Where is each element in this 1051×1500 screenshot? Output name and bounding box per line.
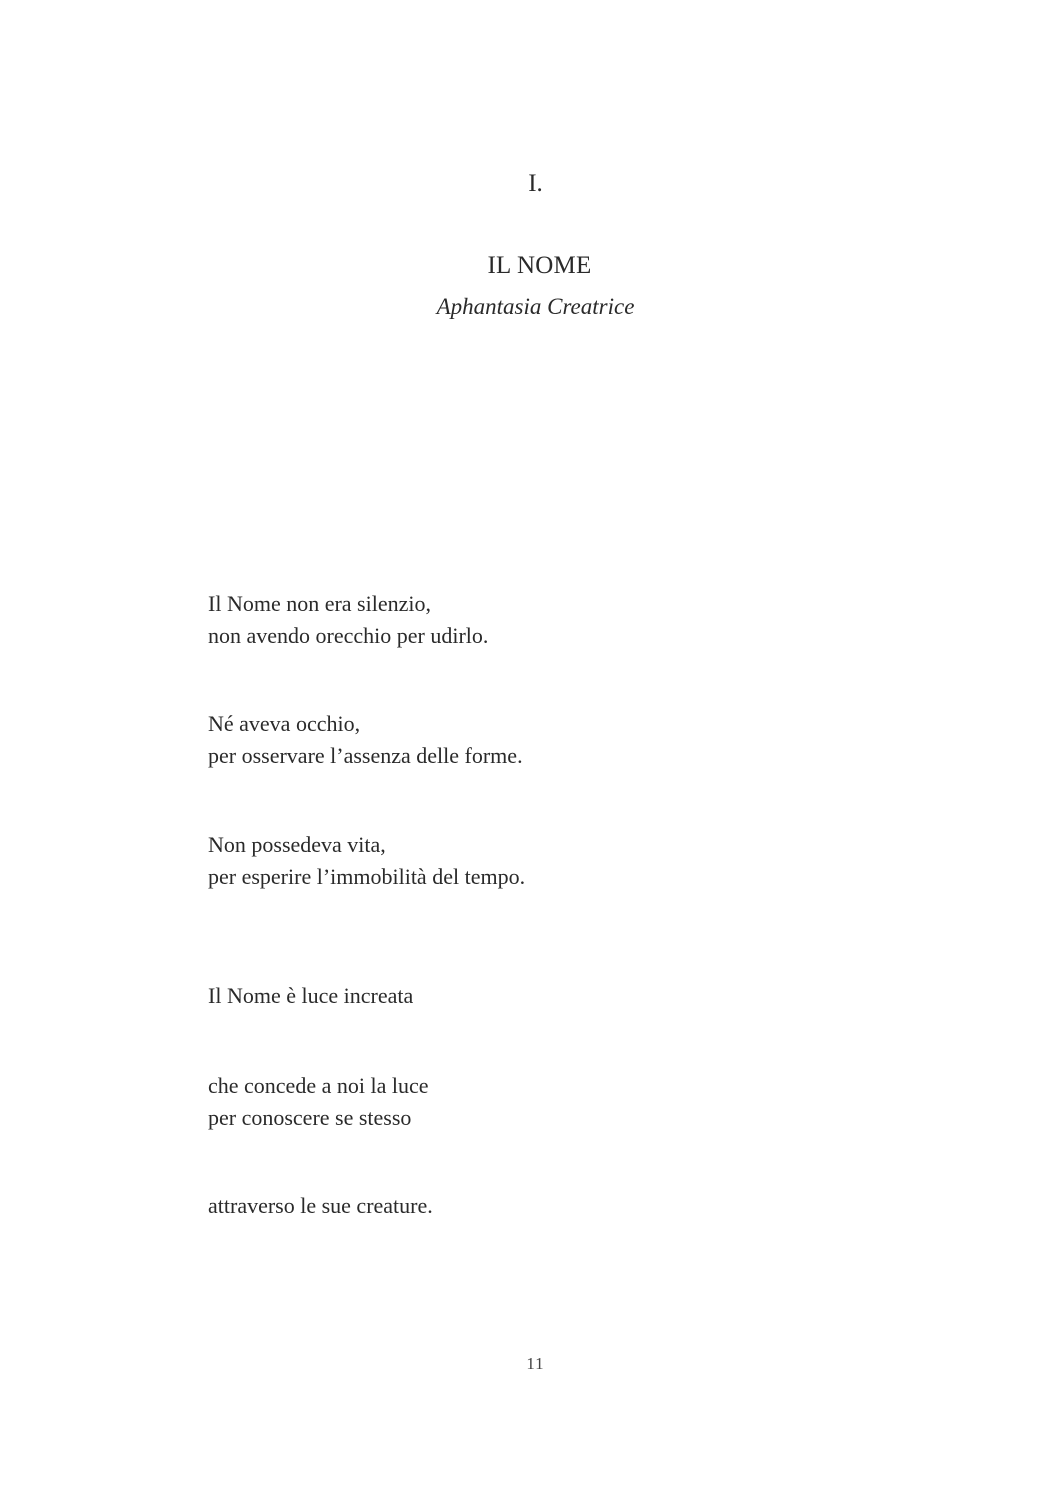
poem-line: non avendo orecchio per udirlo.	[208, 623, 489, 648]
chapter-numeral: I.	[528, 170, 543, 197]
poem-stanza-5	[208, 1070, 428, 1134]
page-number: 11	[526, 1354, 545, 1373]
poem-stanza-6	[208, 1190, 433, 1222]
poem-stanza-3	[208, 829, 525, 893]
chapter-title: IL NOME	[487, 252, 592, 279]
poem-line: per esperire l’immobilità del tempo.	[208, 864, 526, 889]
poem-line: per osservare l’assenza delle forme.	[208, 743, 523, 768]
poem-stanza-1	[208, 588, 488, 652]
poem-line: Non possedeva vita,	[208, 832, 386, 857]
poem-line: per conoscere se stesso	[208, 1105, 412, 1130]
poem-line: Né aveva occhio,	[208, 711, 361, 736]
poem-line: attraverso le sue creature.	[208, 1193, 433, 1218]
poem-stanza-4	[208, 980, 413, 1012]
poem-line: Il Nome è luce increata	[208, 983, 414, 1008]
chapter-subtitle: Aphantasia Creatrice	[436, 294, 635, 319]
poem-line: Il Nome non era silenzio,	[208, 591, 431, 616]
poem-stanza-2	[208, 708, 523, 772]
poem-line: che concede a noi la luce	[208, 1073, 429, 1098]
